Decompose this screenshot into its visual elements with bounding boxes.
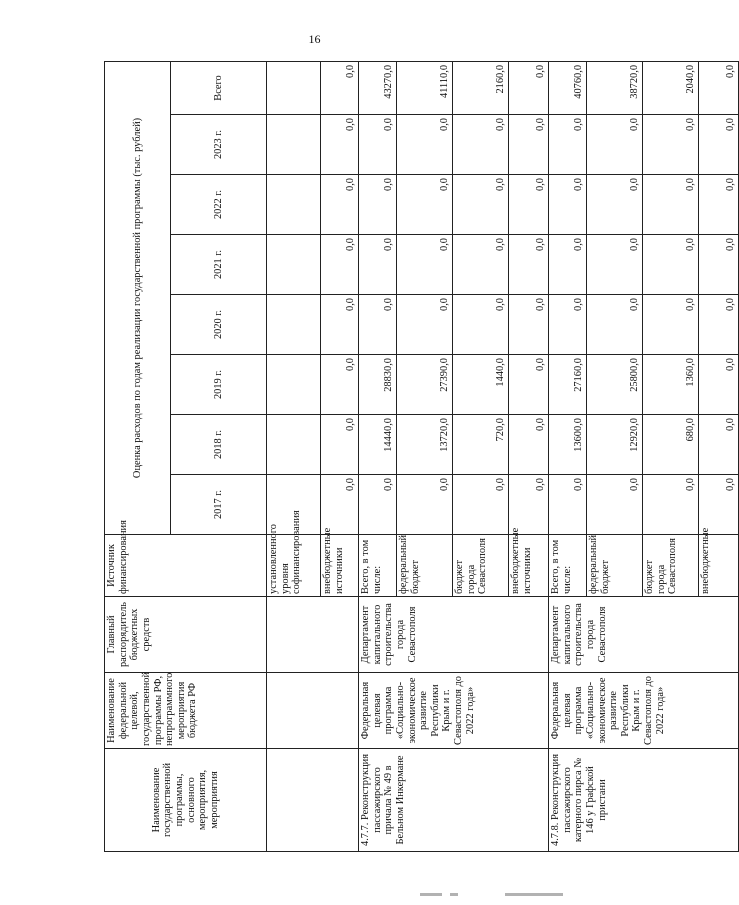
value-cell: 0,0 (549, 115, 587, 175)
value-cell: 13720,0 (397, 415, 453, 475)
value-cell: 0,0 (587, 175, 643, 235)
value-cell: 0,0 (699, 115, 739, 175)
value-cell: 0,0 (397, 115, 453, 175)
value-cell: 38720,0 (587, 61, 643, 114)
value-cell: 12920,0 (587, 415, 643, 475)
value-cell (267, 415, 321, 475)
funding-source-cell: установленного уровня софинансирования (267, 535, 321, 597)
federal-program-cell: Федеральная целевая программа «Социально-экономическое развитие Республики Крым и г. Севастополя до 2022 года» (549, 673, 739, 749)
funding-source-cell: бюджет города Севастополя (643, 535, 699, 597)
value-cell: 2040,0 (643, 61, 699, 114)
value-cell: 1360,0 (643, 355, 699, 415)
scan-artifact-mark (420, 893, 442, 896)
year-header-2022: 2022 г. (171, 175, 267, 235)
table-rotated-frame (104, 62, 737, 852)
year-header-2021: 2021 г. (171, 235, 267, 295)
value-cell: 0,0 (587, 475, 643, 535)
value-cell: 0,0 (643, 475, 699, 535)
value-cell (267, 115, 321, 175)
table-rotated-wrapper (104, 62, 737, 852)
expenditure-table (104, 61, 739, 852)
measure-name-cell: 4.7.8. Реконструкция пассажирского катерного пирса № 146 у Графской пристани (549, 749, 739, 852)
value-cell: 41110,0 (397, 61, 453, 114)
value-cell: 0,0 (359, 295, 397, 355)
value-cell: 0,0 (321, 295, 359, 355)
funding-source-cell: федеральный бюджет (587, 535, 643, 597)
header-budget-manager: Главный распорядитель бюджетных средств (105, 597, 267, 673)
value-cell: 0,0 (699, 415, 739, 475)
value-cell: 0,0 (509, 295, 549, 355)
value-cell: 40760,0 (549, 61, 587, 114)
value-cell: 0,0 (549, 295, 587, 355)
value-cell: 0,0 (699, 175, 739, 235)
value-cell: 0,0 (397, 235, 453, 295)
value-cell: 0,0 (453, 175, 509, 235)
value-cell: 0,0 (699, 475, 739, 535)
value-cell: 0,0 (509, 475, 549, 535)
value-cell: 0,0 (699, 235, 739, 295)
value-cell: 0,0 (321, 175, 359, 235)
value-cell (267, 61, 321, 114)
value-cell (267, 235, 321, 295)
header-expenditure-estimate: Оценка расходов по годам реализации государственной программы (тыс. рублей) (105, 61, 171, 534)
funding-source-cell: внебюджетные источники (321, 535, 359, 597)
value-cell: 0,0 (643, 175, 699, 235)
table-row (359, 61, 397, 851)
value-cell: 0,0 (321, 475, 359, 535)
value-cell: 0,0 (397, 475, 453, 535)
value-cell: 0,0 (321, 355, 359, 415)
value-cell: 0,0 (699, 295, 739, 355)
value-cell: 0,0 (549, 235, 587, 295)
value-cell: 720,0 (453, 415, 509, 475)
value-cell: 0,0 (453, 115, 509, 175)
value-cell (267, 355, 321, 415)
federal-program-cell: Федеральная целевая программа «Социально-экономическое развитие Республики Крым и г. Севастополя до 2022 года» (359, 673, 549, 749)
value-cell: 0,0 (509, 115, 549, 175)
value-cell: 0,0 (359, 235, 397, 295)
header-name: Наименование государственной программы, основного мероприятия, мероприятия (105, 749, 267, 852)
value-cell: 0,0 (699, 355, 739, 415)
year-header-2023: 2023 г. (171, 115, 267, 175)
value-cell: 680,0 (643, 415, 699, 475)
funding-source-cell: бюджет города Севастополя (453, 535, 509, 597)
year-header-2018: 2018 г. (171, 415, 267, 475)
budget-manager-cell: Департамент капитального строительства города Севастополя (549, 597, 739, 673)
value-cell: 0,0 (453, 295, 509, 355)
value-cell: 0,0 (359, 475, 397, 535)
continuation-row (267, 61, 321, 851)
value-cell: 13600,0 (549, 415, 587, 475)
empty-name-cell (267, 749, 359, 852)
value-cell: 43270,0 (359, 61, 397, 114)
value-cell: 0,0 (699, 61, 739, 114)
funding-source-cell: внебюджетные (699, 535, 739, 597)
value-cell: 0,0 (643, 295, 699, 355)
table-row (549, 61, 587, 851)
value-cell: 0,0 (453, 235, 509, 295)
empty-federal-cell (267, 673, 359, 749)
scan-artifact-mark (505, 893, 563, 896)
value-cell: 2160,0 (453, 61, 509, 114)
value-cell: 27390,0 (397, 355, 453, 415)
scan-artifact-mark (450, 893, 458, 896)
value-cell: 1440,0 (453, 355, 509, 415)
value-cell (267, 295, 321, 355)
funding-source-cell: Всего, в том числе: (359, 535, 397, 597)
value-cell: 0,0 (587, 235, 643, 295)
value-cell: 27160,0 (549, 355, 587, 415)
value-cell: 0,0 (587, 115, 643, 175)
measure-name-cell: 4.7.7. Реконструкция пассажирского причала № 49 в Бельном Инкермане (359, 749, 549, 852)
value-cell: 0,0 (321, 61, 359, 114)
value-cell: 0,0 (321, 235, 359, 295)
value-cell: 0,0 (321, 415, 359, 475)
value-cell: 0,0 (453, 475, 509, 535)
header-federal-program: Наименование федеральной целевой, государственной программы РФ, непрограммного мероприятия бюджета РФ (105, 673, 267, 749)
value-cell: 25800,0 (587, 355, 643, 415)
value-cell: 28830,0 (359, 355, 397, 415)
year-header-2017: 2017 г. (171, 475, 267, 535)
year-header-total: Всего (171, 61, 267, 114)
value-cell: 14440,0 (359, 415, 397, 475)
value-cell: 0,0 (321, 115, 359, 175)
value-cell: 0,0 (549, 175, 587, 235)
funding-source-cell: внебюджетные источники (509, 535, 549, 597)
page-number: 16 (308, 32, 321, 46)
year-header-2019: 2019 г. (171, 355, 267, 415)
budget-manager-cell: Департамент капитального строительства города Севастополя (359, 597, 549, 673)
funding-source-cell: федеральный бюджет (397, 535, 453, 597)
value-cell: 0,0 (509, 235, 549, 295)
value-cell: 0,0 (643, 235, 699, 295)
value-cell: 0,0 (509, 355, 549, 415)
value-cell: 0,0 (509, 415, 549, 475)
value-cell: 0,0 (509, 61, 549, 114)
value-cell: 0,0 (359, 175, 397, 235)
year-header-2020: 2020 г. (171, 295, 267, 355)
value-cell: 0,0 (397, 295, 453, 355)
header-funding-source: Источник финансирования (105, 535, 267, 597)
value-cell: 0,0 (509, 175, 549, 235)
value-cell: 0,0 (359, 115, 397, 175)
value-cell (267, 175, 321, 235)
value-cell: 0,0 (549, 475, 587, 535)
value-cell: 0,0 (643, 115, 699, 175)
header-row-1 (105, 61, 171, 851)
value-cell: 0,0 (587, 295, 643, 355)
empty-manager-cell (267, 597, 359, 673)
funding-source-cell: Всего, в том числе: (549, 535, 587, 597)
value-cell: 0,0 (397, 175, 453, 235)
